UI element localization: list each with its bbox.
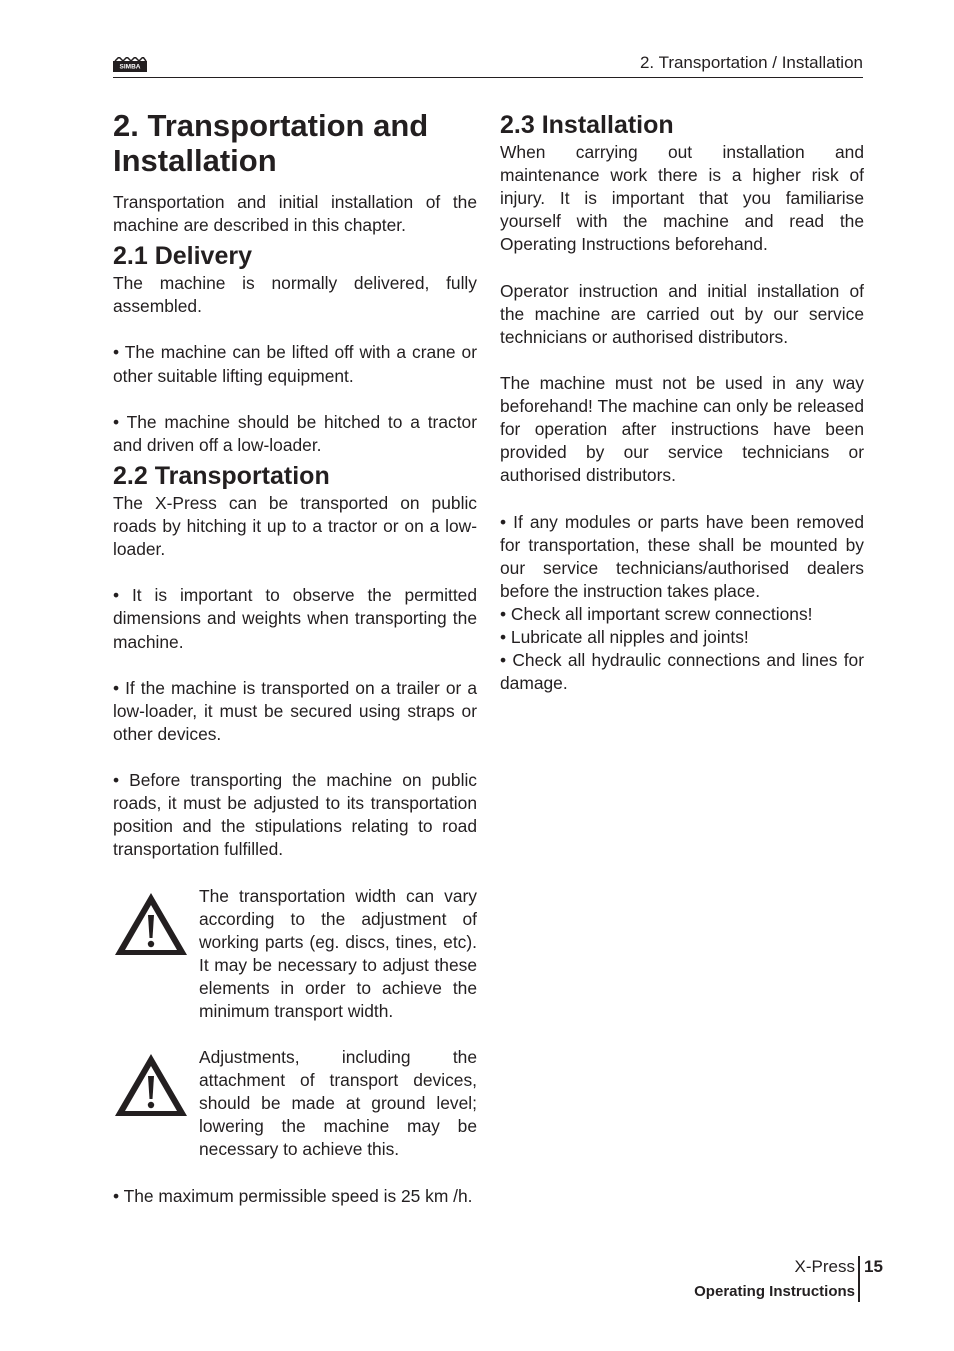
delivery-paragraph: • The machine can be lifted off with a crane or other suitable lifting equipment.: [113, 342, 477, 386]
chapter-title: 2. Transportation and Installation: [113, 108, 429, 178]
speed-note: • The maximum permissible speed is 25 km /h.: [113, 1185, 473, 1206]
warning-text: The transportation width can vary according to the adjustment of working parts (eg. discs, tines, etc). It may be necessary to adjust these elements in order to achieve the minimum transport width.: [199, 885, 477, 1021]
warning-text: Adjustments, including the attachment of transport devices, should be made at ground level; lowering the machine may be necessary to achieve this.: [199, 1047, 477, 1160]
installation-paragraph: When carrying out installation and maintenance work there is a higher risk of injury. It is important that you familiarise yourself with the machine and read the Operating Instructions beforehand.: [500, 142, 864, 255]
chapter-intro: Transportation and initial installation of the machine are described in this chapter.: [113, 192, 477, 236]
delivery-paragraph: The machine is normally delivered, fully assembled.: [113, 273, 477, 317]
running-head: 2. Transportation / Installation: [639, 53, 863, 72]
warning-triangle-icon: [113, 1052, 189, 1118]
footer-product: X-Press: [794, 1257, 855, 1276]
svg-text:SIMBA: SIMBA: [119, 63, 141, 71]
installation-paragraph: Operator instruction and initial installation of the machine are carried out by our service technicians or authorised distributors.: [500, 280, 864, 347]
installation-bullet: • Check all important screw connections!: [500, 603, 813, 624]
section-heading-installation: 2.3 Installation: [500, 111, 674, 139]
installation-bullet: • Lubricate all nipples and joints!: [500, 626, 749, 647]
warning-triangle-icon: [113, 891, 189, 957]
installation-bullet: • If any modules or parts have been removed for transportation, these shall be mounted by our service technicians/authorised dealers before the instruction takes place.: [500, 511, 864, 601]
right-column: [500, 108, 864, 695]
transportation-paragraph: • Before transporting the machine on public roads, it must be adjusted to its transportation position and the stipulations relating to road transportation fulfilled.: [113, 770, 477, 860]
section-heading-transportation: 2.2 Transportation: [113, 461, 330, 490]
footer-divider: [858, 1256, 860, 1302]
page-number: 15: [864, 1257, 883, 1276]
simba-logo: [113, 57, 147, 73]
transportation-paragraph: • It is important to observe the permitted dimensions and weights when transporting the machine.: [113, 585, 477, 652]
left-column: [113, 108, 477, 1231]
installation-paragraph: The machine must not be used in any way beforehand! The machine can only be released for operation after instructions have been provided by our service technicians or authorised distributors.: [500, 372, 864, 486]
delivery-paragraph: • The machine should be hitched to a tractor and driven off a low-loader.: [113, 411, 477, 455]
warning-note: [113, 1046, 477, 1161]
page-header: [113, 50, 863, 78]
warning-note: [113, 885, 477, 1024]
installation-bullet: • Check all hydraulic connections and lines for damage.: [500, 650, 864, 694]
footer-subtitle: Operating Instructions: [694, 1283, 855, 1300]
section-heading-delivery: 2.1 Delivery: [113, 242, 252, 271]
transportation-paragraph: • If the machine is transported on a trailer or a low-loader, it must be secured using straps or other devices.: [113, 677, 477, 744]
transportation-paragraph: The X-Press can be transported on public roads by hitching it up to a tractor or on a low-loader.: [113, 492, 477, 560]
